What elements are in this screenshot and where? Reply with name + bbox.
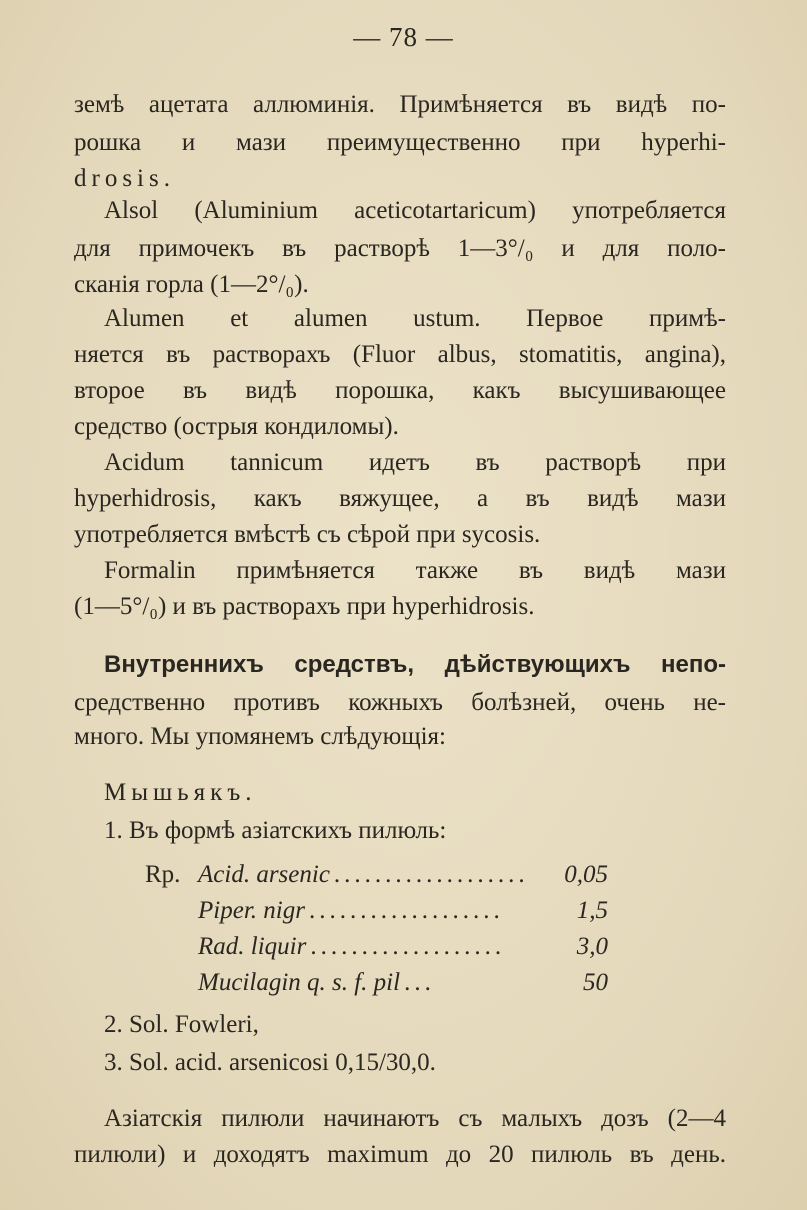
paragraph-line: Alumen et alumen ustum. Первое примѣ- <box>104 305 726 332</box>
list-item: 3. Sol. acid. arsenicosi 0,15/30,0. <box>104 1049 436 1076</box>
paragraph-line: средственно противъ кожныхъ болѣзней, очень не- <box>74 689 726 716</box>
recipe-row <box>198 928 608 966</box>
paragraph-line: Acidum tannicum идетъ въ растворѣ при <box>104 449 726 476</box>
paragraph-line: drosis. <box>74 165 175 192</box>
paragraph-line: средство (острыя кондиломы). <box>74 413 399 440</box>
recipe-rp-label: Rp. <box>145 861 181 888</box>
paragraph-line: hyperhidrosis, какъ вяжущее, а въ видѣ мази <box>74 485 726 512</box>
recipe-amount: 0,05 <box>564 861 608 888</box>
recipe-dots: ................... <box>308 897 504 924</box>
paragraph-line: сканія горла (1—2°/₀). <box>74 271 309 298</box>
paragraph-line: Alsol (Aluminium aceticotartaricum) употребляется <box>104 197 726 224</box>
paragraph-line: земѣ ацетата аллюминія. Примѣняется въ видѣ по- <box>74 91 726 118</box>
recipe-drug-name: Mucilagin q. s. f. pil <box>198 969 401 996</box>
page-number: — 78 — <box>353 22 454 52</box>
recipe-drug-name: Acid. arsenic <box>198 861 330 888</box>
recipe-row <box>198 892 608 930</box>
paragraph-line: Азіатскія пилюли начинаютъ съ малыхъ дозъ (2—4 <box>104 1105 726 1132</box>
paragraph-line: няется въ растворахъ (Fluor albus, stomatitis, angina), <box>74 341 726 368</box>
list-item: 2. Sol. Fowleri, <box>104 1011 259 1038</box>
list-item: 1. Въ формѣ азіатскихъ пилюль: <box>104 817 447 844</box>
paragraph-line: (1—5°/₀) и въ растворахъ при hyperhidrosis. <box>74 593 535 620</box>
recipe-dots: ................... <box>333 861 529 888</box>
recipe-amount: 3,0 <box>576 933 608 960</box>
section-heading: Мышьякъ. <box>104 779 257 806</box>
recipe-dots: ... <box>404 969 435 996</box>
paragraph-line: употребляется вмѣстѣ съ сѣрой при sycosis. <box>74 521 541 548</box>
paragraph-line: второе въ видѣ порошка, какъ высушивающее <box>74 377 726 404</box>
recipe-row <box>198 964 608 1002</box>
paragraph-line: пилюли) и доходятъ maximum до 20 пилюль въ день. <box>74 1141 726 1168</box>
recipe-drug-name: Rad. liquir <box>198 933 307 960</box>
paragraph-line: рошка и мази преимущественно при hyperhi- <box>74 129 726 156</box>
recipe-row <box>198 856 608 894</box>
paragraph-line: Formalin примѣняется также въ видѣ мази <box>104 557 726 584</box>
paragraph-line: для примочекъ въ растворѣ 1—3°/₀ и для поло- <box>74 235 726 262</box>
paragraph-line: много. Мы упомянемъ слѣдующія: <box>74 723 446 750</box>
recipe-dots: ................... <box>310 933 506 960</box>
recipe-drug-name: Piper. nigr <box>198 897 305 924</box>
paragraph-line: Внутреннихъ средствъ, дѣйствующихъ непо- <box>104 651 726 678</box>
recipe-amount: 50 <box>583 969 608 996</box>
recipe-amount: 1,5 <box>576 897 608 924</box>
